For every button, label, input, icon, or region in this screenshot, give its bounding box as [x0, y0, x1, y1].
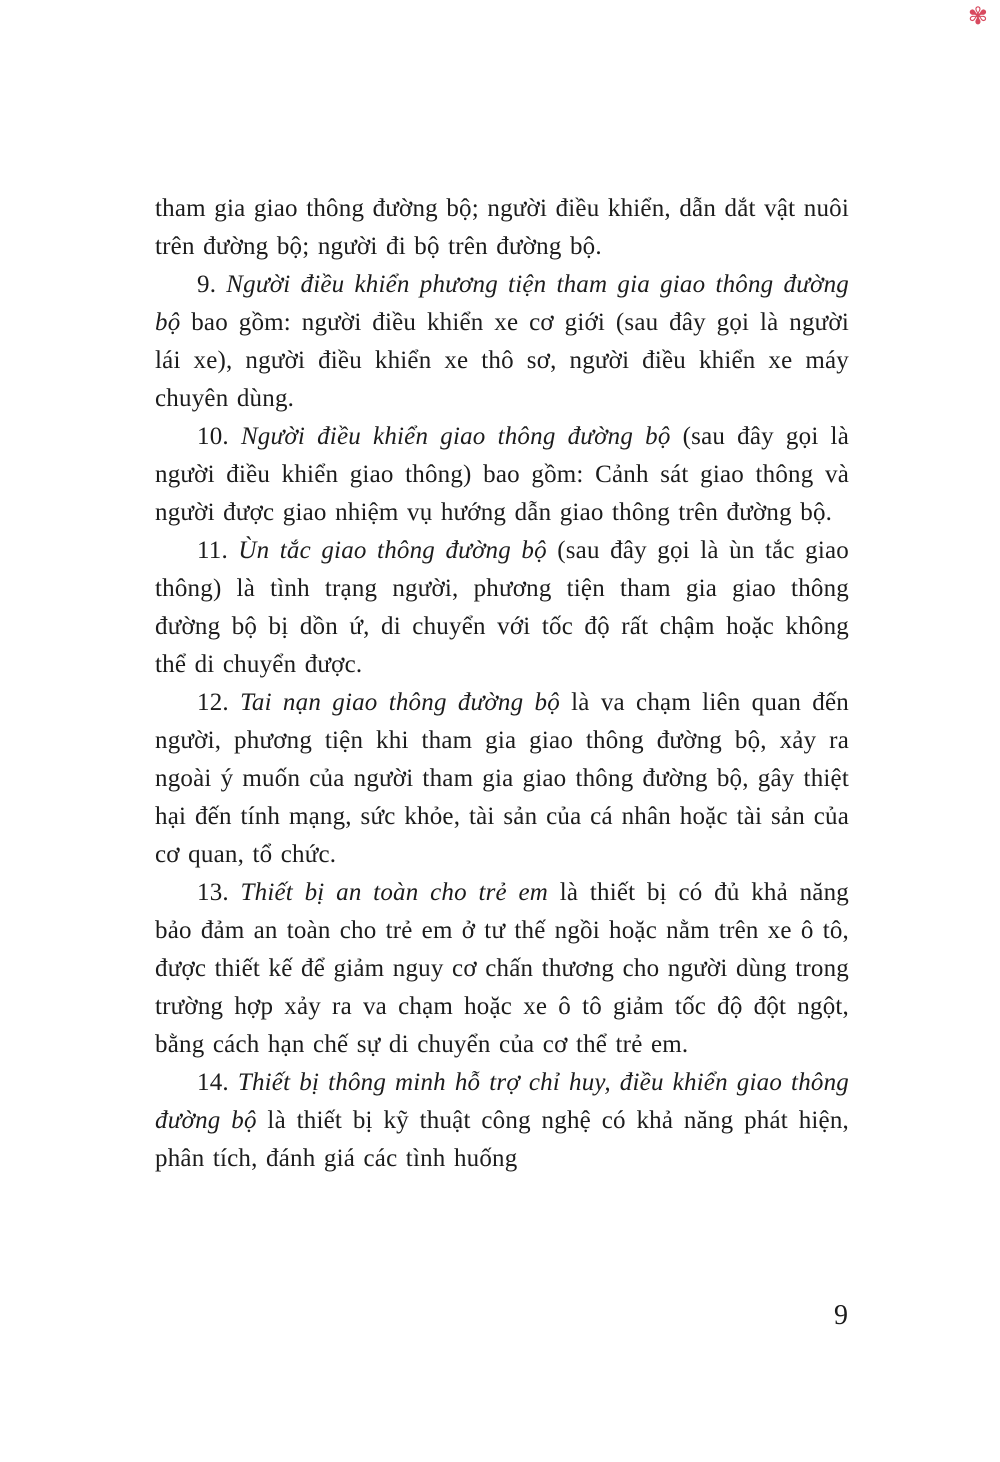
paragraph — [155, 418, 849, 532]
paragraph-text: là thiết bị kỹ thuật công nghệ có khả năng phát hiện, phân tích, đánh giá các tình huống — [155, 1107, 850, 1172]
body-text — [155, 190, 849, 1178]
defined-term: Người điều khiển giao thông đường bộ — [240, 423, 671, 450]
defined-term: Thiết bị thông minh hỗ trợ chỉ huy, điều khiển giao thông đường bộ — [155, 1069, 849, 1134]
paragraph-text: là thiết bị có đủ khả năng bảo đảm an toàn cho trẻ em ở tư thế ngồi hoặc nằm trên xe ô tô, được thiết kế để giảm nguy cơ chấn thương cho người dùng trong trường hợp xảy ra va chạm hoặc xe ô tô giảm tốc độ đột ngột, bằng cách hạn chế sự di chuyển của cơ thể trẻ em. — [155, 879, 849, 1058]
defined-term: Thiết bị an toàn cho trẻ em — [240, 879, 549, 906]
paragraph-text: 9. — [197, 271, 227, 298]
paragraph-text: bao gồm: người điều khiển xe cơ giới (sau đây gọi là người lái xe), người điều khiển xe thô sơ, người điều khiển xe máy chuyên dùng. — [155, 309, 849, 412]
defined-term: Ùn tắc giao thông đường bộ — [238, 537, 547, 564]
defined-term: Tai nạn giao thông đường bộ — [240, 689, 560, 716]
defined-term: Người điều khiển phương tiện tham gia giao thông đường bộ — [155, 271, 849, 336]
page-number: 9 — [834, 1300, 848, 1331]
paragraph — [155, 532, 849, 684]
paragraph — [155, 1064, 849, 1178]
flower-icon: ✾ — [967, 2, 988, 30]
paragraph-text: là va chạm liên quan đến người, phương tiện khi tham gia giao thông đường bộ, xảy ra ngoài ý muốn của người tham gia giao thông đường bộ, gây thiệt hại đến tính mạng, sức khỏe, tài sản của cá nhân hoặc tài sản của cơ quan, tổ chức. — [155, 689, 849, 868]
paragraph-text: tham gia giao thông đường bộ; người điều khiển, dẫn dắt vật nuôi trên đường bộ; người đi bộ trên đường bộ. — [155, 195, 849, 260]
paragraph — [155, 266, 849, 418]
paragraph-text: (sau đây gọi là người điều khiển giao thông) bao gồm: Cảnh sát giao thông và người được giao nhiệm vụ hướng dẫn giao thông trên đường bộ. — [155, 423, 849, 526]
paragraph-text: (sau đây gọi là ùn tắc giao thông) là tình trạng người, phương tiện tham gia giao thông đường bộ bị dồn ứ, di chuyển với tốc độ rất chậm hoặc không thể di chuyển được. — [155, 537, 850, 678]
paragraph — [155, 684, 849, 874]
paragraph-text: 11. — [197, 537, 239, 564]
paragraph-text: 13. — [197, 879, 241, 906]
paragraph — [155, 874, 849, 1064]
paragraph — [155, 190, 849, 266]
paragraph-text: 12. — [197, 689, 241, 716]
paragraph-text: 10. — [197, 423, 241, 450]
paragraph-text: 14. — [197, 1069, 238, 1096]
